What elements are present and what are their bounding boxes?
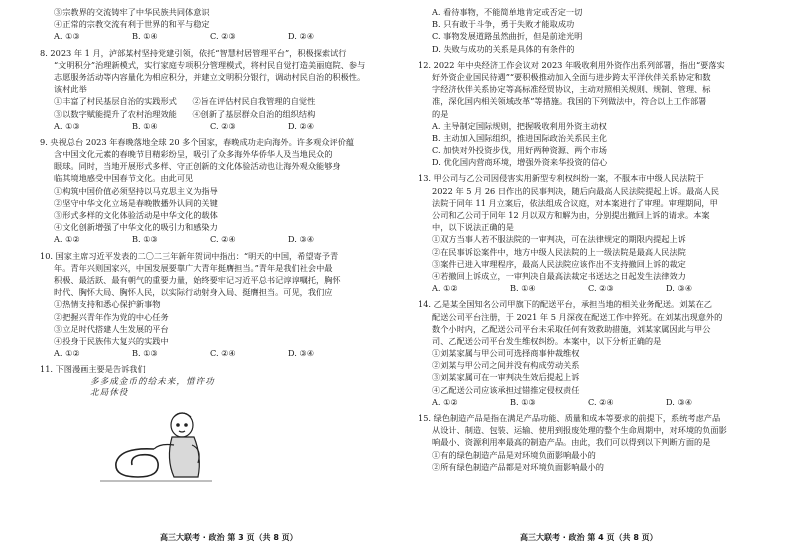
question-10 — [40, 250, 382, 360]
choice-c: C. ②③ — [210, 120, 236, 131]
option-line: ③以数字赋能提升了农村治理效能 ④创新了基层群众自治的组织结构 — [54, 108, 316, 119]
question-text: 字经济伙伴关系协定等高标准经贸协议，主动对照相关规则、规制、管理、标 — [432, 84, 711, 95]
question-text: 12. 2022 年中央经济工作会议对 2023 年吸收利用外资作出系列部署，指出“要落实 — [418, 59, 725, 70]
option-line: B. 主动加入国际组织，推进国际政治关系民主化 — [432, 132, 607, 143]
question-text: 年。青年兴则国家兴，中国发展要靠广大青年挺膺担当。”青年是我们社会中最 — [54, 262, 333, 273]
question-text: “文明积分”治理新模式，实行家庭专项积分管理模式，将村民自觉打造美丽庭院、参与 — [54, 59, 366, 70]
question-text: 13. 甲公司与乙公司因侵害实用新型专利权纠纷一案，不服本市中级人民法院于 — [418, 173, 704, 184]
question-14 — [418, 298, 760, 408]
cartoon-caption: 多多成金币的给未来，惜许功北局休役 — [90, 377, 215, 399]
question-text: 法院于同年 11 月立案后，依法组成合议庭，对本案进行了审理。审理期间，甲 — [432, 197, 718, 208]
question-11 — [40, 363, 382, 485]
question-text: 11. 下图漫画主要是告诉我们 — [40, 364, 146, 375]
option-line: ②坚守中华文化立场是春晚散播外认同的关键 — [54, 197, 218, 208]
option-line: ③案件已进入审理程序，最高人民法院应该作出不支持撤回上诉的裁定 — [432, 258, 686, 269]
choice-d: D. ③④ — [666, 283, 693, 294]
question-text: 10. 国家主席习近平发表的二〇二三年新年贺词中指出：“明天的中国，希望寄予青 — [40, 250, 339, 261]
right-column — [418, 6, 760, 473]
choice-a: A. ①② — [432, 283, 458, 294]
cartoon-figure — [90, 377, 220, 485]
question-text: 临其境地感受中国春节文化。由此可见 — [54, 173, 194, 184]
question-text: 公司和乙公司于同年 12 月以双方和解为由，分别提出撤回上诉的请求。本案 — [432, 210, 710, 220]
question-text: 积极、最活跃、最有朝气的重要力量，始终要牢记习近平总书记谆谆嘱托，胸怀 — [54, 274, 341, 285]
option-line: C. 事物发展道路虽然曲折，但是前途光明 — [432, 31, 583, 42]
question-text: 准，深化国内相关领域改革”等措施。我国的下列做法中，符合以上工作部署 — [432, 96, 707, 107]
question-9 — [40, 136, 382, 246]
choice-b: B. ①④ — [132, 120, 158, 131]
left-column — [40, 6, 382, 485]
option-line: ④若撤回上诉成立，一审判决自最高法裁定书送达之日起发生法律效力 — [432, 270, 686, 281]
choice-c: C. ②④ — [210, 234, 236, 245]
answer-choices — [40, 30, 382, 42]
answer-choices — [418, 282, 760, 294]
question-text: 司、乙配送公司平台发生维权纠纷。本案中，以下分析正确的是 — [432, 335, 662, 346]
option-line: A. 看待事物，不能简单地肯定或否定一切 — [432, 7, 583, 17]
option-line: ③立足时代搭建人生发展的平台 — [54, 323, 169, 334]
question-text: 9. 央视总台 2023 年春晚落地全球 20 多个国家，春晚成功走向海外。许多观众评价蕴 — [40, 136, 355, 147]
answer-choices — [418, 396, 760, 408]
question-text: 数个小时内，乙配送公司平台未采取任何有效救助措施，刘某家属因此与甲公 — [432, 323, 711, 334]
option-line: A. 主导制定国际规则，把握吸收利用外资主动权 — [432, 120, 607, 131]
option-line: ①丰富了村民基层自治的实践形式 ②旨在评估村民自我管理的自觉性 — [54, 96, 316, 107]
option-line: ①热情支持和悉心保护新事物 — [54, 299, 161, 310]
answer-choices — [40, 347, 382, 359]
option-line: ①双方当事人若不服法院的一审判决，可在法律规定的期限内提起上诉 — [432, 234, 686, 245]
option-line: ②刘某与甲公司之间并没有构成劳动关系 — [432, 360, 580, 371]
page-footer-left: 高三大联考 · 政治 第 3 页（共 8 页） — [160, 533, 298, 542]
choice-a: A. ①② — [54, 234, 80, 245]
answer-choices — [40, 233, 382, 245]
choice-a: A. ①③ — [54, 120, 80, 131]
question-text: 志愿服务活动等内容量化为相应积分，并建立文明积分银行，调动村民自治的积极性。 — [54, 71, 366, 82]
choice-a: A. ①② — [432, 396, 458, 407]
option-line: ①有的绿色制造产品是对环境负面影响最小的 — [432, 449, 596, 460]
choice-b: B. ①③ — [132, 348, 158, 359]
choice-a: A. ①② — [54, 348, 80, 359]
question-text: 中，以下说法正确的是 — [432, 222, 514, 233]
question-text: 时代、胸怀大局、胸怀人民，以实际行动射身入局、挺膺担当。可见，我们应 — [54, 287, 333, 298]
answer-choices — [40, 120, 382, 132]
option-line: ③刘某家属可在一审判决生效后提起上诉 — [432, 372, 580, 383]
question-8 — [40, 47, 382, 132]
choice-d: D. ③④ — [288, 348, 315, 359]
choice-d: D. ②④ — [288, 120, 315, 131]
choice-b: B. ①③ — [510, 396, 536, 407]
option-line: ④正常的宗教交流有利于世界的和平与稳定 — [54, 19, 210, 30]
option-line: C. 加快对外投资步伐，用好两种资源、两个市场 — [432, 145, 607, 156]
choice-d: D. ③④ — [288, 234, 315, 245]
option-line: ②所有绿色制造产品都是对环境负面影响最小的 — [432, 461, 604, 472]
choice-b: B. ①④ — [510, 283, 536, 294]
question-12 — [418, 59, 760, 169]
cartoon-loop — [116, 449, 158, 477]
choice-c: C. ②③ — [210, 31, 236, 42]
choice-a: A. ①③ — [54, 31, 80, 42]
question-text: 从设计、制造、包装、运输、使用到报废处理的整个生命周期中，对环境的负面影 — [432, 425, 727, 436]
option-line: ④乙配送公司应该承担过错推定侵权责任 — [432, 384, 580, 395]
cartoon-person — [154, 413, 199, 477]
choice-b: B. ①④ — [132, 31, 158, 42]
option-line: ④投身于民族伟大复兴的实践中 — [54, 335, 169, 346]
question-text: 该村此举 — [54, 84, 87, 95]
option-line: ③形式多样的文化体验活动是中华文化的载体 — [54, 210, 218, 220]
option-line: ①构筑中国价值必须坚持以马克思主义为指导 — [54, 185, 218, 196]
choice-c: C. ②④ — [588, 396, 614, 407]
cartoon-drawing — [90, 377, 220, 485]
choice-c: C. ②③ — [588, 283, 614, 294]
option-line: B. 只有敢于斗争，勇于失败才能取成功 — [432, 19, 575, 30]
page-footer-right: 高三大联考 · 政治 第 4 页（共 8 页） — [520, 533, 658, 542]
option-line: D. 失败与成功的关系是具体的有条件的 — [432, 43, 575, 54]
option-line: ③宗教界的交流铸牢了中华民族共同体意识 — [54, 7, 210, 17]
question-text: 的是 — [432, 108, 449, 119]
question-text: 14. 乙是某全国知名公司甲旗下的配送平台，承担当地的相关业务配送。刘某在乙 — [418, 299, 712, 310]
option-line: ②在民事诉讼案件中，地方中级人民法院的上一级法院是最高人民法院 — [432, 246, 686, 257]
choice-b: B. ①③ — [132, 234, 158, 245]
choice-d: D. ③④ — [666, 396, 693, 407]
option-line: ①刘某家属与甲公司可选择商事仲裁维权 — [432, 348, 580, 359]
question-15 — [418, 412, 760, 473]
question-text: 8. 2023 年 1 月，泸部某村坚持党建引领，依托“智慧村居管理平台”，积极探索试行 — [40, 47, 347, 58]
question-text: 2022 年 5 月 26 日作出的民事判决，随后向最高人民法院提起上诉。最高人民 — [432, 185, 719, 196]
question-13 — [418, 172, 760, 294]
option-line: ②把握兴青年作为党的中心任务 — [54, 311, 169, 322]
question-text: 配送公司平台注册，于 2021 年 5 月深夜在配送工作中猝死。在刘某出现意外的 — [432, 311, 723, 322]
question-text: 15. 绿色制造产品是指在满足产品功能、质量和成本等要求的前提下，系统考虑产品 — [418, 413, 721, 423]
option-line: D. 优化国内营商环境，增强外资来华投资的信心 — [432, 157, 608, 168]
choice-d: D. ②④ — [288, 31, 315, 42]
choice-c: C. ②④ — [210, 348, 236, 359]
option-line: ④文化创新增强了中华文化的吸引力和感染力 — [54, 222, 218, 233]
question-text: 眼球。同时，当地开展形式多样、守正创新的文化体验活动也让海外观众能够身 — [54, 161, 341, 172]
question-text: 好外资企业国民待遇”“要积极推动加入全面与进步跨太平洋伙伴关系协定和数 — [432, 71, 711, 82]
question-text: 响最小、资源利用率最高的制造产品。由此，我们可以得到以下判断方面的是 — [432, 437, 711, 448]
question-text: 含中国文化元素的春晚节目精彩纷呈，吸引了众多海外华侨华人及当地民众的 — [54, 149, 333, 160]
